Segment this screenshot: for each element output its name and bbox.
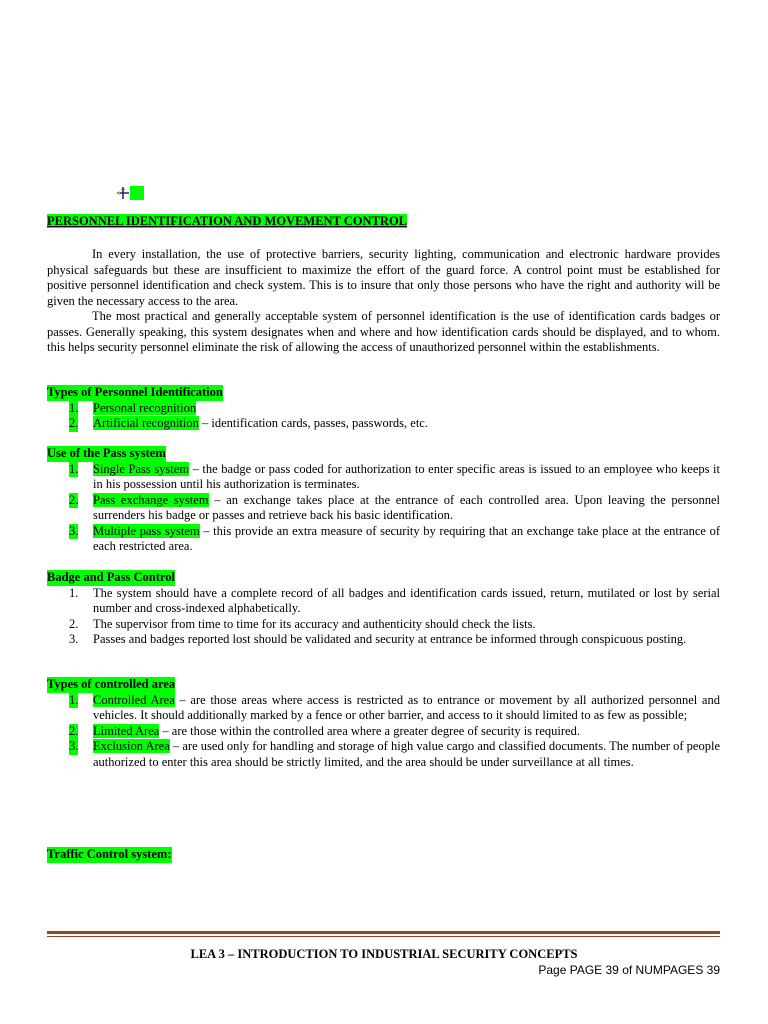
section-heading: Badge and Pass Control bbox=[47, 570, 175, 584]
types-identification-section bbox=[47, 385, 720, 432]
types-identification-list bbox=[47, 401, 720, 432]
list-item: 1. Single Pass system – the badge or pass coded for authorization to enter specific areas is issued to an employee who keeps it in his possession until his authorization is terminates. bbox=[69, 461, 720, 491]
section-heading: Traffic Control system: bbox=[47, 847, 172, 861]
section-heading: Types of controlled area bbox=[47, 677, 176, 691]
intro-paragraph-1: In every installation, the use of protective barriers, security lighting, communication and electronic hardware provides physical safeguards but these are insufficient to maximize the effort of the guard force. A control point must be established for positive personnel identification and check system. This is to insure that only those persons who have the right and authority will be given the necessary access to the area. bbox=[47, 247, 720, 308]
highlight-box bbox=[130, 186, 144, 200]
list-item: 2. Pass exchange system – an exchange takes place at the entrance of each controlled area. Upon leaving the personnel surrenders his badge or passes and retrieve back his basic identification. bbox=[69, 492, 720, 522]
list-item: 3. Passes and badges reported lost should be validated and security at entrance be informed through conspicuous posting. bbox=[69, 632, 687, 646]
list-item: 1. The system should have a complete record of all badges and identification cards issued, return, mutilated or lost by serial number and cross-indexed alphabetically. bbox=[69, 585, 720, 615]
intro-section bbox=[47, 247, 720, 356]
section-heading: Use of the Pass system bbox=[47, 446, 166, 460]
intro-paragraph-2: The most practical and generally acceptable system of personnel identification is the use of identification cards badges or passes. Generally speaking, this system designates when and where and how identification cards should be displayed, and to whom. this helps security personnel eliminate the risk of allowing the access of unauthorized personnel within the establishments. bbox=[47, 309, 720, 354]
footer-title: LEA 3 – INTRODUCTION TO INDUSTRIAL SECURITY CONCEPTS bbox=[190, 947, 578, 961]
list-item: 1. Controlled Area – are those areas where access is restricted as to entrance or movement by all authorized personnel and vehicles. It should additionally marked by a fence or other barrier, and access to it should limited to as few as possible; bbox=[69, 692, 720, 722]
controlled-area-list bbox=[47, 693, 720, 771]
list-item: 2. Limited Area – are those within the controlled area where a greater degree of security is required. bbox=[69, 723, 580, 738]
footer-divider bbox=[47, 931, 720, 934]
section-heading: Types of Personnel Identification bbox=[47, 385, 223, 399]
list-item: 1. Personal recognition bbox=[69, 400, 197, 415]
document-title: PERSONNEL IDENTIFICATION AND MOVEMENT CONTROL bbox=[47, 214, 408, 228]
anchor-marker bbox=[116, 186, 144, 200]
traffic-section bbox=[47, 847, 720, 863]
list-item: 3. Multiple pass system – this provide an extra measure of security by requiring that an exchange take place at the entrance of each restricted area. bbox=[69, 523, 720, 553]
move-arrow-icon bbox=[116, 186, 130, 200]
footer-divider-thin bbox=[47, 936, 720, 937]
list-item: 3. Exclusion Area – are used only for handling and storage of high value cargo and classified documents. The number of people authorized to enter this area should be strictly limited, and the area should be under surveillance at all times. bbox=[69, 739, 720, 769]
pass-system-list bbox=[47, 462, 720, 555]
badge-control-section bbox=[47, 570, 720, 648]
badge-control-list bbox=[47, 586, 720, 648]
page-number: Page PAGE 39 of NUMPAGES 39 bbox=[538, 963, 720, 977]
list-item: 2. The supervisor from time to time for its accuracy and authenticity should check the lists. bbox=[69, 616, 536, 631]
list-item: 2. Artificial recognition – identification cards, passes, passwords, etc. bbox=[69, 416, 428, 430]
pass-system-section bbox=[47, 446, 720, 555]
controlled-area-section bbox=[47, 677, 720, 770]
